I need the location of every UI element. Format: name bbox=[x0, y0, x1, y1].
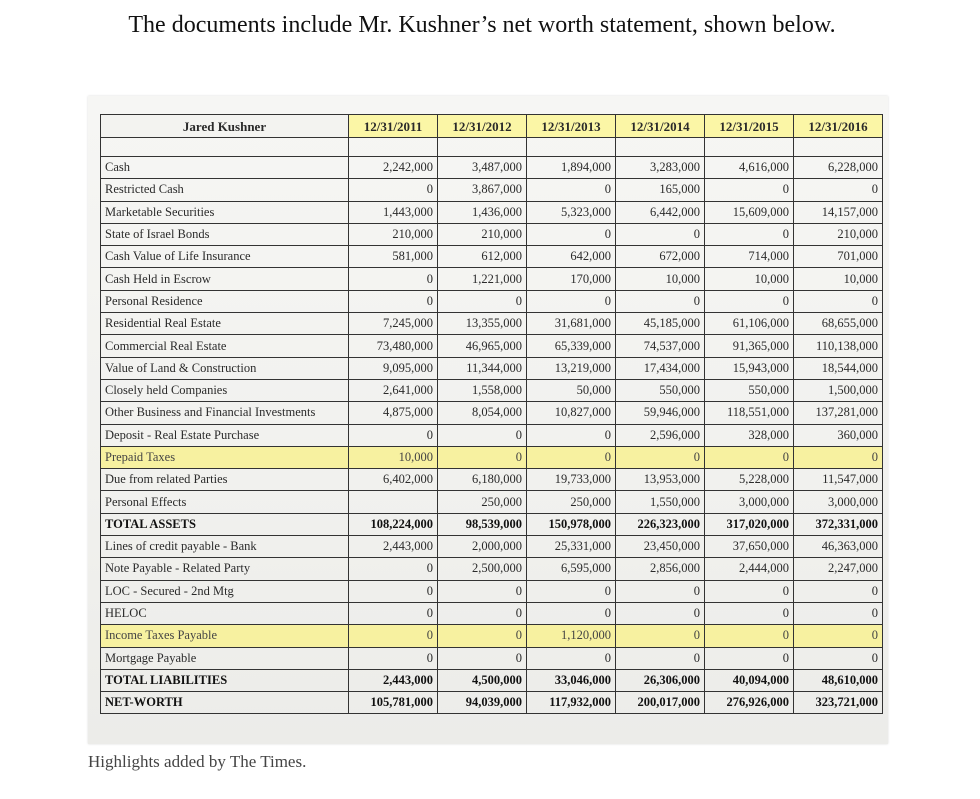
row-value-cell: 1,120,000 bbox=[527, 625, 616, 647]
row-value-cell: 328,000 bbox=[705, 424, 794, 446]
row-value-cell: 2,444,000 bbox=[705, 558, 794, 580]
row-value-cell: 0 bbox=[527, 223, 616, 245]
row-value-cell: 200,017,000 bbox=[616, 692, 705, 714]
row-value-cell: 0 bbox=[794, 580, 883, 602]
row-label: Closely held Companies bbox=[101, 379, 349, 401]
row-label: Personal Residence bbox=[101, 290, 349, 312]
row-value-cell: 6,402,000 bbox=[349, 469, 438, 491]
row-value-cell: 137,281,000 bbox=[794, 402, 883, 424]
row-value-cell: 6,228,000 bbox=[794, 157, 883, 179]
row-value-cell: 26,306,000 bbox=[616, 669, 705, 691]
row-value-cell: 18,544,000 bbox=[794, 357, 883, 379]
statement-row bbox=[101, 201, 883, 223]
statement-row bbox=[101, 424, 883, 446]
row-value-cell: 11,547,000 bbox=[794, 469, 883, 491]
row-value-cell: 0 bbox=[527, 580, 616, 602]
row-value-cell: 3,487,000 bbox=[438, 157, 527, 179]
statement-owner-name: Jared Kushner bbox=[101, 115, 349, 138]
row-value-cell: 714,000 bbox=[705, 246, 794, 268]
row-value-cell: 0 bbox=[794, 625, 883, 647]
row-value-cell: 7,245,000 bbox=[349, 313, 438, 335]
row-label: Deposit - Real Estate Purchase bbox=[101, 424, 349, 446]
row-value-cell: 0 bbox=[349, 558, 438, 580]
row-value-cell: 15,943,000 bbox=[705, 357, 794, 379]
row-value-cell: 91,365,000 bbox=[705, 335, 794, 357]
row-value-cell: 0 bbox=[438, 580, 527, 602]
statement-row bbox=[101, 692, 883, 714]
row-value-cell: 1,894,000 bbox=[527, 157, 616, 179]
row-value-cell: 550,000 bbox=[616, 379, 705, 401]
row-value-cell: 0 bbox=[349, 268, 438, 290]
row-value-cell: 0 bbox=[705, 625, 794, 647]
row-label: Mortgage Payable bbox=[101, 647, 349, 669]
row-value-cell: 323,721,000 bbox=[794, 692, 883, 714]
row-value-cell: 0 bbox=[438, 625, 527, 647]
row-value-cell: 1,443,000 bbox=[349, 201, 438, 223]
row-value-cell: 46,363,000 bbox=[794, 536, 883, 558]
row-value-cell: 14,157,000 bbox=[794, 201, 883, 223]
row-value-cell: 0 bbox=[349, 625, 438, 647]
row-value-cell: 33,046,000 bbox=[527, 669, 616, 691]
row-value-cell: 226,323,000 bbox=[616, 513, 705, 535]
spacer-cell bbox=[527, 138, 616, 157]
row-value-cell: 19,733,000 bbox=[527, 469, 616, 491]
statement-row bbox=[101, 179, 883, 201]
statement-row bbox=[101, 647, 883, 669]
net-worth-statement-document bbox=[88, 96, 888, 744]
row-value-cell: 118,551,000 bbox=[705, 402, 794, 424]
date-column-header: 12/31/2016 bbox=[794, 115, 883, 138]
spacer-cell bbox=[794, 138, 883, 157]
row-value-cell: 45,185,000 bbox=[616, 313, 705, 335]
row-value-cell: 701,000 bbox=[794, 246, 883, 268]
row-value-cell: 110,138,000 bbox=[794, 335, 883, 357]
row-value-cell: 0 bbox=[349, 602, 438, 624]
spacer-cell bbox=[438, 138, 527, 157]
row-value-cell: 2,500,000 bbox=[438, 558, 527, 580]
row-value-cell: 0 bbox=[349, 424, 438, 446]
row-value-cell: 0 bbox=[705, 179, 794, 201]
row-value-cell: 2,596,000 bbox=[616, 424, 705, 446]
row-value-cell: 0 bbox=[794, 179, 883, 201]
row-value-cell: 50,000 bbox=[527, 379, 616, 401]
statement-row bbox=[101, 602, 883, 624]
statement-row bbox=[101, 246, 883, 268]
row-value-cell: 276,926,000 bbox=[705, 692, 794, 714]
row-value-cell: 1,221,000 bbox=[438, 268, 527, 290]
row-label: Note Payable - Related Party bbox=[101, 558, 349, 580]
row-label: Commercial Real Estate bbox=[101, 335, 349, 357]
row-value-cell: 3,000,000 bbox=[705, 491, 794, 513]
spacer-cell bbox=[349, 138, 438, 157]
row-value-cell: 48,610,000 bbox=[794, 669, 883, 691]
row-value-cell: 5,323,000 bbox=[527, 201, 616, 223]
row-label: NET-WORTH bbox=[101, 692, 349, 714]
row-value-cell: 0 bbox=[705, 602, 794, 624]
row-value-cell: 0 bbox=[616, 647, 705, 669]
row-value-cell: 40,094,000 bbox=[705, 669, 794, 691]
row-label: Residential Real Estate bbox=[101, 313, 349, 335]
row-label: Income Taxes Payable bbox=[101, 625, 349, 647]
row-value-cell: 0 bbox=[527, 424, 616, 446]
row-value-cell: 105,781,000 bbox=[349, 692, 438, 714]
statement-row bbox=[101, 469, 883, 491]
spacer-row bbox=[101, 138, 883, 157]
statement-row bbox=[101, 402, 883, 424]
statement-row bbox=[101, 446, 883, 468]
row-value-cell: 0 bbox=[349, 580, 438, 602]
statement-row bbox=[101, 536, 883, 558]
row-value-cell: 4,875,000 bbox=[349, 402, 438, 424]
row-value-cell: 550,000 bbox=[705, 379, 794, 401]
row-value-cell: 150,978,000 bbox=[527, 513, 616, 535]
row-label: Cash bbox=[101, 157, 349, 179]
row-value-cell: 61,106,000 bbox=[705, 313, 794, 335]
row-value-cell: 581,000 bbox=[349, 246, 438, 268]
row-value-cell: 0 bbox=[527, 647, 616, 669]
row-value-cell: 0 bbox=[527, 602, 616, 624]
statement-row bbox=[101, 580, 883, 602]
row-value-cell: 0 bbox=[616, 290, 705, 312]
row-value-cell: 1,550,000 bbox=[616, 491, 705, 513]
row-value-cell: 250,000 bbox=[438, 491, 527, 513]
row-label: LOC - Secured - 2nd Mtg bbox=[101, 580, 349, 602]
row-value-cell: 360,000 bbox=[794, 424, 883, 446]
row-value-cell: 165,000 bbox=[616, 179, 705, 201]
row-value-cell: 15,609,000 bbox=[705, 201, 794, 223]
statement-row bbox=[101, 223, 883, 245]
row-value-cell: 8,054,000 bbox=[438, 402, 527, 424]
row-label: Personal Effects bbox=[101, 491, 349, 513]
row-label: Cash Held in Escrow bbox=[101, 268, 349, 290]
row-value-cell: 372,331,000 bbox=[794, 513, 883, 535]
statement-row bbox=[101, 379, 883, 401]
row-value-cell: 3,283,000 bbox=[616, 157, 705, 179]
row-value-cell: 3,000,000 bbox=[794, 491, 883, 513]
row-value-cell: 0 bbox=[438, 290, 527, 312]
row-value-cell: 0 bbox=[616, 602, 705, 624]
row-value-cell: 0 bbox=[705, 290, 794, 312]
spacer-cell bbox=[705, 138, 794, 157]
row-value-cell: 6,595,000 bbox=[527, 558, 616, 580]
row-value-cell: 108,224,000 bbox=[349, 513, 438, 535]
row-value-cell: 6,180,000 bbox=[438, 469, 527, 491]
row-value-cell: 13,355,000 bbox=[438, 313, 527, 335]
row-value-cell: 0 bbox=[794, 602, 883, 624]
row-value-cell: 0 bbox=[527, 446, 616, 468]
row-value-cell: 0 bbox=[438, 602, 527, 624]
row-label: Prepaid Taxes bbox=[101, 446, 349, 468]
row-value-cell: 0 bbox=[794, 290, 883, 312]
row-value-cell: 25,331,000 bbox=[527, 536, 616, 558]
row-value-cell: 65,339,000 bbox=[527, 335, 616, 357]
row-label: Due from related Parties bbox=[101, 469, 349, 491]
row-value-cell: 10,000 bbox=[794, 268, 883, 290]
row-value-cell: 0 bbox=[705, 446, 794, 468]
statement-row bbox=[101, 268, 883, 290]
row-value-cell: 170,000 bbox=[527, 268, 616, 290]
row-value-cell: 2,247,000 bbox=[794, 558, 883, 580]
row-value-cell: 250,000 bbox=[527, 491, 616, 513]
row-label: TOTAL LIABILITIES bbox=[101, 669, 349, 691]
row-value-cell: 1,558,000 bbox=[438, 379, 527, 401]
statement-row bbox=[101, 290, 883, 312]
row-value-cell: 0 bbox=[616, 446, 705, 468]
row-label: Value of Land & Construction bbox=[101, 357, 349, 379]
caption: Highlights added by The Times. bbox=[88, 752, 307, 771]
row-value-cell: 98,539,000 bbox=[438, 513, 527, 535]
row-value-cell: 612,000 bbox=[438, 246, 527, 268]
row-value-cell: 74,537,000 bbox=[616, 335, 705, 357]
date-column-header: 12/31/2011 bbox=[349, 115, 438, 138]
row-label: Lines of credit payable - Bank bbox=[101, 536, 349, 558]
row-value-cell: 317,020,000 bbox=[705, 513, 794, 535]
row-value-cell: 210,000 bbox=[438, 223, 527, 245]
row-value-cell: 0 bbox=[349, 647, 438, 669]
row-value-cell: 94,039,000 bbox=[438, 692, 527, 714]
row-value-cell: 3,867,000 bbox=[438, 179, 527, 201]
row-value-cell: 210,000 bbox=[794, 223, 883, 245]
row-value-cell: 642,000 bbox=[527, 246, 616, 268]
statement-row bbox=[101, 669, 883, 691]
row-value-cell: 0 bbox=[616, 223, 705, 245]
row-value-cell: 10,000 bbox=[616, 268, 705, 290]
row-value-cell: 0 bbox=[349, 179, 438, 201]
row-value-cell: 0 bbox=[705, 647, 794, 669]
headline: The documents include Mr. Kushner’s net worth statement, shown below. bbox=[128, 12, 836, 38]
row-label: Cash Value of Life Insurance bbox=[101, 246, 349, 268]
row-value-cell: 31,681,000 bbox=[527, 313, 616, 335]
row-value-cell: 117,932,000 bbox=[527, 692, 616, 714]
row-value-cell: 17,434,000 bbox=[616, 357, 705, 379]
row-label: TOTAL ASSETS bbox=[101, 513, 349, 535]
row-value-cell: 6,442,000 bbox=[616, 201, 705, 223]
row-label: Other Business and Financial Investments bbox=[101, 402, 349, 424]
row-value-cell: 0 bbox=[349, 290, 438, 312]
row-value-cell: 2,856,000 bbox=[616, 558, 705, 580]
row-value-cell: 9,095,000 bbox=[349, 357, 438, 379]
row-label: Restricted Cash bbox=[101, 179, 349, 201]
row-value-cell: 672,000 bbox=[616, 246, 705, 268]
row-value-cell: 0 bbox=[527, 179, 616, 201]
row-value-cell: 59,946,000 bbox=[616, 402, 705, 424]
row-value-cell: 0 bbox=[616, 625, 705, 647]
row-value-cell: 0 bbox=[705, 580, 794, 602]
row-value-cell: 37,650,000 bbox=[705, 536, 794, 558]
row-value-cell: 10,000 bbox=[705, 268, 794, 290]
statement-row bbox=[101, 357, 883, 379]
row-value-cell: 4,500,000 bbox=[438, 669, 527, 691]
date-column-header: 12/31/2015 bbox=[705, 115, 794, 138]
row-value-cell: 10,827,000 bbox=[527, 402, 616, 424]
row-value-cell bbox=[349, 491, 438, 513]
row-label: Marketable Securities bbox=[101, 201, 349, 223]
statement-row bbox=[101, 513, 883, 535]
statement-row bbox=[101, 491, 883, 513]
spacer-cell bbox=[101, 138, 349, 157]
row-value-cell: 46,965,000 bbox=[438, 335, 527, 357]
row-value-cell: 4,616,000 bbox=[705, 157, 794, 179]
statement-body bbox=[101, 138, 883, 714]
statement-row bbox=[101, 335, 883, 357]
header-row bbox=[101, 115, 883, 138]
statement-row bbox=[101, 157, 883, 179]
row-value-cell: 0 bbox=[438, 647, 527, 669]
row-value-cell: 10,000 bbox=[349, 446, 438, 468]
row-label: State of Israel Bonds bbox=[101, 223, 349, 245]
date-column-header: 12/31/2013 bbox=[527, 115, 616, 138]
row-value-cell: 210,000 bbox=[349, 223, 438, 245]
row-value-cell: 13,219,000 bbox=[527, 357, 616, 379]
row-value-cell: 2,000,000 bbox=[438, 536, 527, 558]
row-value-cell: 1,500,000 bbox=[794, 379, 883, 401]
row-value-cell: 0 bbox=[794, 647, 883, 669]
row-label: HELOC bbox=[101, 602, 349, 624]
row-value-cell: 68,655,000 bbox=[794, 313, 883, 335]
row-value-cell: 0 bbox=[438, 424, 527, 446]
row-value-cell: 2,641,000 bbox=[349, 379, 438, 401]
statement-row bbox=[101, 558, 883, 580]
row-value-cell: 73,480,000 bbox=[349, 335, 438, 357]
row-value-cell: 0 bbox=[616, 580, 705, 602]
statement-row bbox=[101, 313, 883, 335]
spacer-cell bbox=[616, 138, 705, 157]
net-worth-statement-table bbox=[100, 114, 883, 714]
row-value-cell: 0 bbox=[527, 290, 616, 312]
statement-row bbox=[101, 625, 883, 647]
row-value-cell: 0 bbox=[705, 223, 794, 245]
row-value-cell: 2,242,000 bbox=[349, 157, 438, 179]
row-value-cell: 23,450,000 bbox=[616, 536, 705, 558]
row-value-cell: 1,436,000 bbox=[438, 201, 527, 223]
row-value-cell: 0 bbox=[438, 446, 527, 468]
row-value-cell: 2,443,000 bbox=[349, 536, 438, 558]
row-value-cell: 0 bbox=[794, 446, 883, 468]
row-value-cell: 5,228,000 bbox=[705, 469, 794, 491]
date-column-header: 12/31/2014 bbox=[616, 115, 705, 138]
row-value-cell: 13,953,000 bbox=[616, 469, 705, 491]
row-value-cell: 11,344,000 bbox=[438, 357, 527, 379]
date-column-header: 12/31/2012 bbox=[438, 115, 527, 138]
row-value-cell: 2,443,000 bbox=[349, 669, 438, 691]
